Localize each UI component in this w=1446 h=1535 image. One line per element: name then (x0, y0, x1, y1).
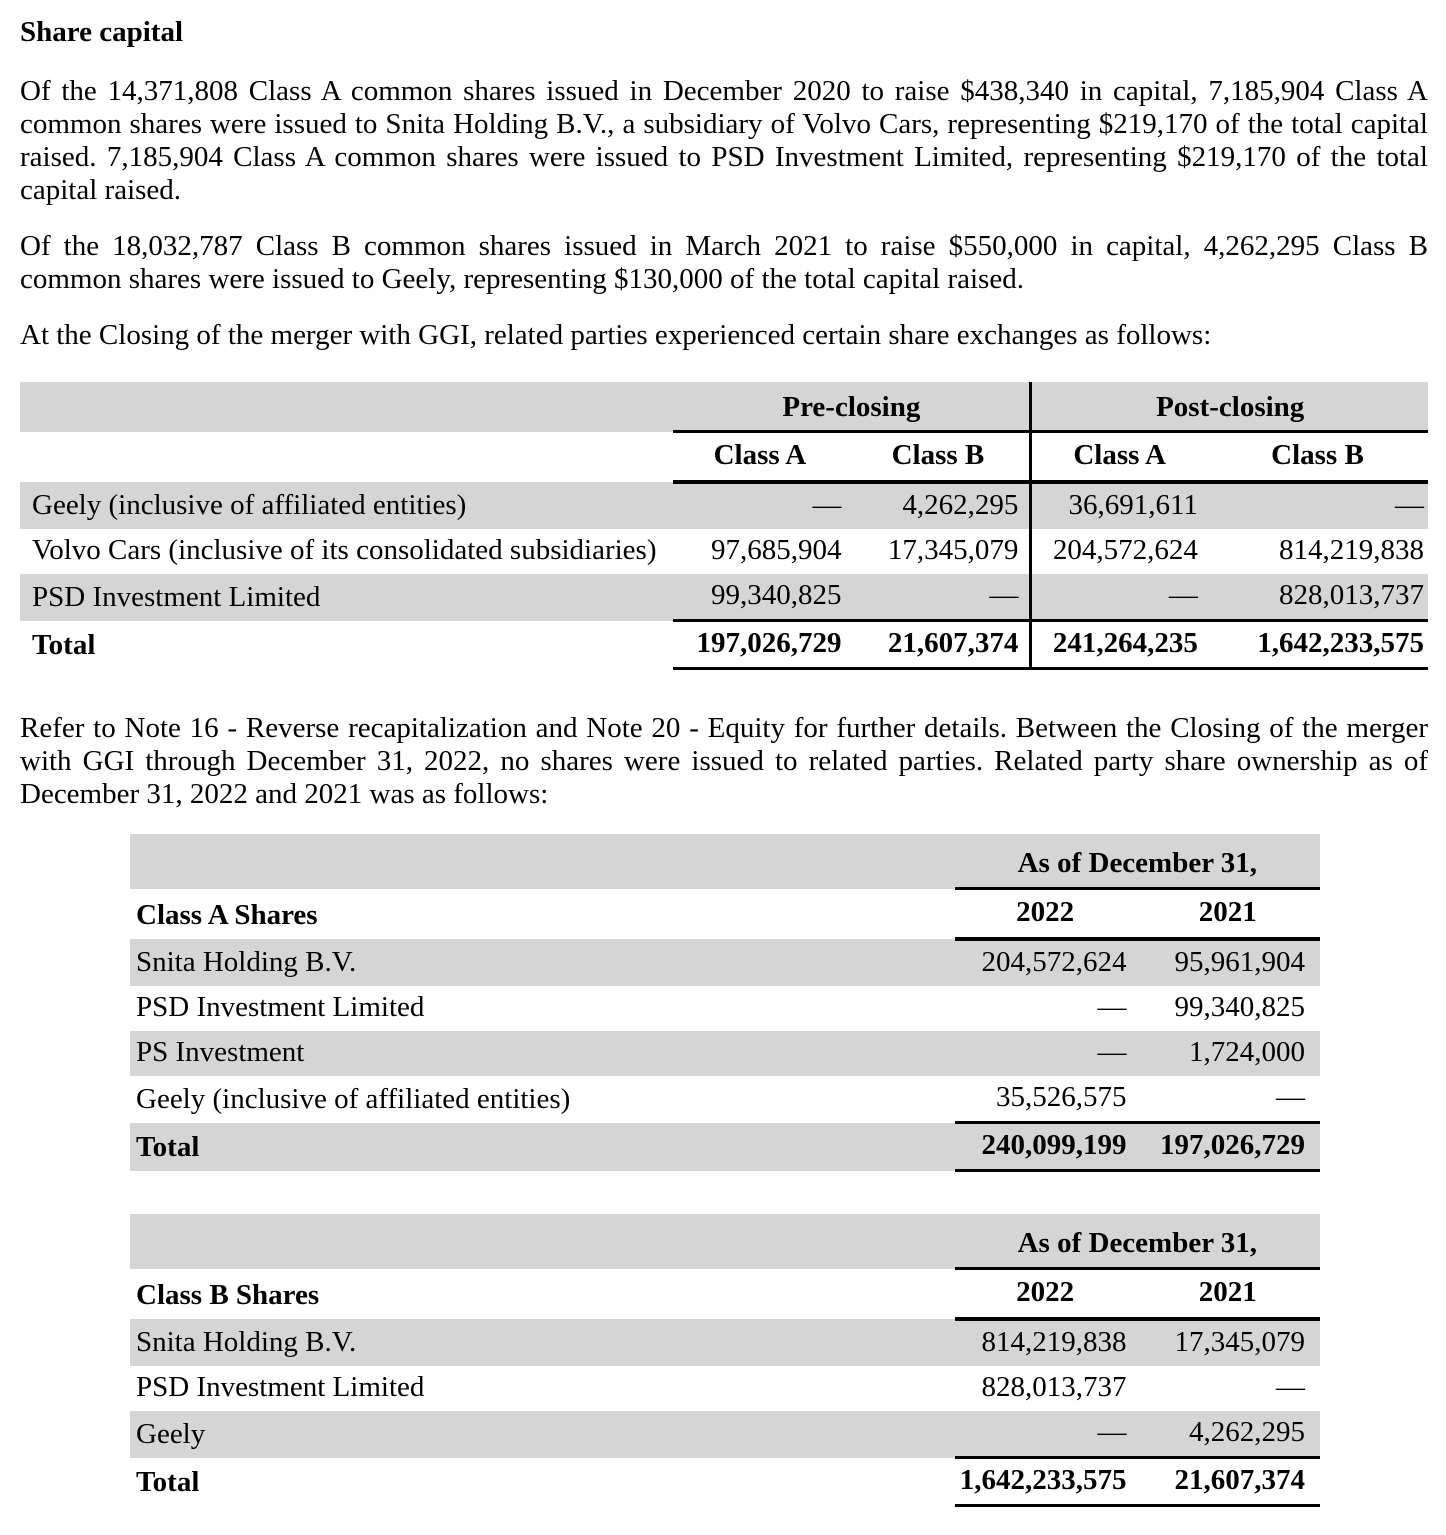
value-cell: 814,219,838 (1279, 534, 1424, 566)
value-cell: — (1395, 489, 1424, 521)
value-cell: 204,572,624 (1031, 529, 1207, 574)
row-label: PSD Investment Limited (136, 1371, 425, 1403)
row-label: Volvo Cars (inclusive of its consolidated subsidiaries) (32, 534, 657, 566)
table-row-volvo (20, 529, 1428, 574)
total-value-cell: 241,264,235 (1031, 621, 1207, 669)
spacer-cell (130, 1214, 955, 1269)
paragraph-class-b-issuance: Of the 18,032,787 Class B common shares issued in March 2021 to raise $550,000 in capital, 4,262,295 Class B common shares were issued to Geely, representing $130,000 of the total capital raised. (20, 230, 1428, 295)
paragraph-notes-reference: Refer to Note 16 - Reverse recapitalization and Note 20 - Equity for further details. Between the Closing of the merger with GGI through December 31, 2022, no shares were issued to related parties. Related party share ownership as of December 31, 2022 and 2021 was as follows: (20, 712, 1428, 810)
total-value-cell: 1,642,233,575 (955, 1458, 1136, 1506)
year-2022-header: 2022 (955, 889, 1136, 940)
post-class-b-header: Class B (1207, 432, 1428, 483)
value-cell: 814,219,838 (981, 1326, 1127, 1358)
table-row-psd (130, 986, 1320, 1031)
total-value-cell: 197,026,729 (673, 621, 846, 669)
year-2021-header: 2021 (1136, 1269, 1320, 1320)
year-header-row (130, 889, 1320, 940)
table-row-snita (130, 1319, 1320, 1366)
table-row-ps-investment (130, 1031, 1320, 1076)
value-cell: 1,724,000 (1189, 1036, 1305, 1068)
class-a-shares-table (130, 834, 1320, 1172)
total-value-cell: 1,642,233,575 (1207, 621, 1428, 669)
table-row-snita (130, 939, 1320, 986)
value-cell: — (1097, 1036, 1127, 1068)
value-cell: — (1097, 991, 1127, 1023)
class-subheader-row (20, 432, 1428, 483)
row-label: PS Investment (136, 1036, 305, 1068)
group-label: Class B Shares (136, 1279, 320, 1311)
value-cell: — (1136, 1076, 1320, 1123)
pre-closing-header: Pre-closing (673, 382, 1031, 432)
value-cell: — (812, 489, 842, 521)
value-cell: — (1276, 1371, 1305, 1403)
paragraph-class-a-issuance: Of the 14,371,808 Class A common shares issued in December 2020 to raise $438,340 in capital, 7,185,904 Class A common shares were issued to Snita Holding B.V., a subsidiary of Volvo Cars, representing $219,170 of the total capital raised. 7,185,904 Class A common shares were issued to PSD Investment Limited, representing $219,170 of the total capital raised. (20, 75, 1428, 206)
table-row-psd (130, 1366, 1320, 1411)
year-2022-header: 2022 (955, 1269, 1136, 1320)
row-label: PSD Investment Limited (136, 991, 425, 1023)
row-label: Geely (inclusive of affiliated entities) (136, 1082, 571, 1115)
pre-class-b-header: Class B (846, 432, 1030, 483)
year-2021-header: 2021 (1136, 889, 1320, 940)
value-cell: 95,961,904 (1174, 946, 1305, 978)
value-cell: 828,013,737 (981, 1371, 1127, 1403)
class-b-shares-table (130, 1214, 1320, 1507)
spacer-cell (20, 432, 673, 483)
period-header-row (130, 1214, 1320, 1269)
value-cell: 4,262,295 (1136, 1411, 1320, 1458)
total-value-cell: 21,607,374 (846, 621, 1030, 669)
total-value-cell: 240,099,199 (955, 1123, 1136, 1171)
row-label: PSD Investment Limited (32, 580, 321, 613)
table-row-total (130, 1458, 1320, 1506)
period-header: As of December 31, (955, 834, 1320, 889)
total-value-cell: 21,607,374 (1136, 1458, 1320, 1506)
value-cell: — (846, 574, 1030, 621)
total-label: Total (136, 1465, 200, 1498)
value-cell: 99,340,825 (673, 574, 846, 621)
row-label: Geely (inclusive of affiliated entities) (32, 489, 467, 521)
value-cell: 35,526,575 (955, 1076, 1136, 1123)
table-row-psd (20, 574, 1428, 621)
row-label: Geely (136, 1417, 206, 1450)
pre-class-a-header: Class A (673, 432, 846, 483)
period-header: As of December 31, (955, 1214, 1320, 1269)
group-label: Class A Shares (136, 899, 318, 931)
total-label: Total (136, 1130, 200, 1163)
group-header-row (20, 382, 1428, 432)
table-row-total (20, 621, 1428, 669)
year-header-row (130, 1269, 1320, 1320)
value-cell: 204,572,624 (981, 946, 1127, 978)
row-label: Snita Holding B.V. (136, 946, 357, 978)
value-cell: 97,685,904 (710, 534, 842, 566)
section-heading: Share capital (20, 16, 183, 48)
table-row-geely (130, 1411, 1320, 1458)
table-row-total (130, 1123, 1320, 1171)
value-cell: 36,691,611 (1031, 482, 1207, 529)
post-class-a-header: Class A (1031, 432, 1207, 483)
value-cell: — (955, 1411, 1136, 1458)
table-row-geely (130, 1076, 1320, 1123)
spacer-cell (20, 382, 673, 432)
total-label: Total (32, 628, 96, 661)
total-value-cell: 197,026,729 (1136, 1123, 1320, 1171)
value-cell: 4,262,295 (902, 489, 1019, 521)
paragraph-closing-intro: At the Closing of the merger with GGI, related parties experienced certain share exchanges as follows: (20, 319, 1212, 351)
value-cell: — (1031, 574, 1207, 621)
value-cell: 17,345,079 (1174, 1326, 1305, 1358)
table-row-geely (20, 482, 1428, 529)
value-cell: 99,340,825 (1174, 991, 1305, 1023)
post-closing-header: Post-closing (1031, 382, 1428, 432)
share-exchange-table (20, 382, 1428, 670)
row-label: Snita Holding B.V. (136, 1326, 357, 1358)
value-cell: 828,013,737 (1207, 574, 1428, 621)
spacer-cell (130, 834, 955, 889)
value-cell: 17,345,079 (887, 534, 1019, 566)
period-header-row (130, 834, 1320, 889)
